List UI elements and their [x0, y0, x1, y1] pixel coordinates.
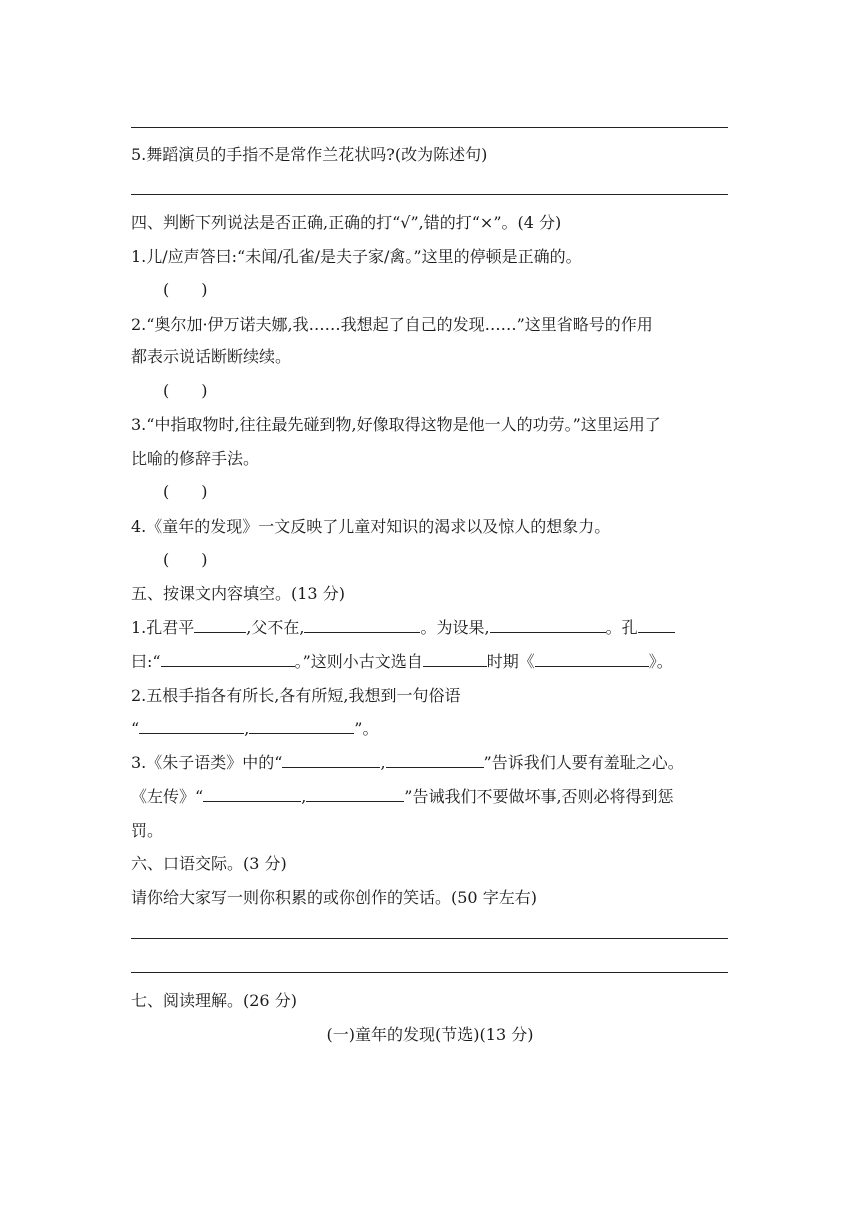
s5-q3-line1: 3.《朱子语类》中的“ , ”告诉我们人要有羞耻之心。 — [131, 753, 684, 772]
s5-q1-line2: 曰:“ 。”这则小古文选自 时期《 》。 — [131, 652, 673, 671]
fill-blank[interactable] — [161, 651, 295, 667]
answer-paren[interactable]: ( ) — [163, 381, 208, 400]
s5-q3-line2: 《左传》“ , ”告诫我们不要做坏事,否则必将得到惩 — [131, 787, 674, 806]
answer-paren[interactable]: ( ) — [163, 280, 208, 299]
section-7-heading: 七、阅读理解。(26 分) — [131, 991, 297, 1010]
s5-q3-line3: 罚。 — [131, 821, 164, 840]
fill-blank[interactable] — [282, 752, 380, 768]
fill-blank[interactable] — [249, 718, 354, 734]
s5-q2-line1: 2.五根手指各有所长,各有所短,我想到一句俗语 — [131, 686, 461, 705]
s4-item-3-line2: 比喻的修辞手法。 — [131, 449, 260, 468]
section-6-heading: 六、口语交际。(3 分) — [131, 854, 287, 873]
fill-blank[interactable] — [304, 617, 420, 633]
s4-item-2-line1: 2.“奥尔加·伊万诺夫娜,我……我想起了自己的发现……”这里省略号的作用 — [131, 315, 653, 334]
s4-item-3-line1: 3.“中指取物时,往往最先碰到物,好像取得这物是他一人的功劳。”这里运用了 — [131, 415, 661, 434]
fill-blank[interactable] — [194, 617, 246, 633]
s5-q1-line1: 1.孔君平 ,父不在, 。为设果, 。孔 — [131, 617, 731, 639]
s5-q2-line2: “ , ”。 — [131, 719, 379, 738]
fill-blank[interactable] — [203, 786, 301, 802]
answer-paren[interactable]: ( ) — [163, 550, 208, 569]
section-4-heading: 四、判断下列说法是否正确,正确的打“√”,错的打“×”。(4 分) — [131, 213, 562, 232]
answer-paren[interactable]: ( ) — [163, 482, 208, 501]
s4-item-4: 4.《童年的发现》一文反映了儿童对知识的渴求以及惊人的想象力。 — [131, 517, 611, 536]
fill-blank[interactable] — [139, 718, 244, 734]
fill-blank[interactable] — [386, 752, 484, 768]
section-5-heading: 五、按课文内容填空。(13 分) — [131, 584, 345, 603]
s4-item-1: 1.儿/应声答曰:“未闻/孔雀/是夫子家/禽。”这里的停顿是正确的。 — [131, 247, 582, 266]
fill-blank[interactable] — [638, 617, 675, 633]
answer-line — [131, 194, 728, 195]
section-7-subheading: (一)童年的发现(节选)(13 分) — [326, 1025, 534, 1044]
question-5-prompt: 5.舞蹈演员的手指不是常作兰花状吗?(改为陈述句) — [131, 145, 488, 164]
fill-blank[interactable] — [423, 651, 487, 667]
answer-line — [131, 972, 728, 973]
answer-line — [131, 127, 728, 128]
fill-blank[interactable] — [490, 617, 606, 633]
fill-blank[interactable] — [306, 786, 404, 802]
fill-blank[interactable] — [535, 651, 649, 667]
answer-line — [131, 938, 728, 939]
s4-item-2-line2: 都表示说话断断续续。 — [131, 347, 292, 366]
section-6-prompt: 请你给大家写一则你积累的或你创作的笑话。(50 字左右) — [131, 888, 537, 907]
